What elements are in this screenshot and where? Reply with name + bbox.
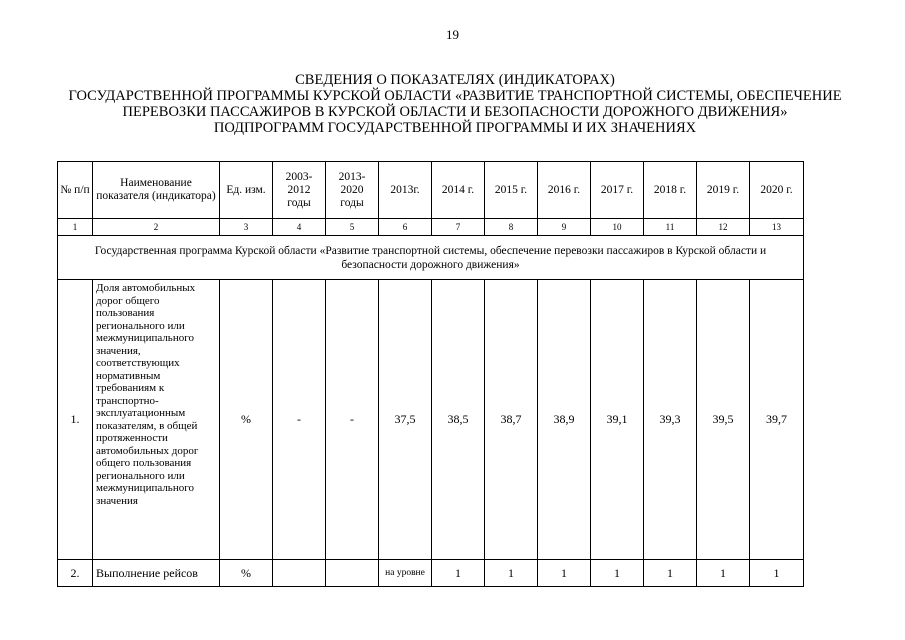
value-cell: 38,9 (538, 280, 591, 560)
column-number-cell: 1 (58, 219, 93, 236)
value-cell (273, 560, 326, 587)
value-cell: 1 (591, 560, 644, 587)
section-title: Государственная программа Курской области «Развитие транспортной системы, обеспечение перевозки пассажиров в Курской области и безопасности дорожного движения» (58, 236, 804, 280)
header-cell: 2015 г. (485, 162, 538, 219)
value-cell: 38,7 (485, 280, 538, 560)
value-cell: 39,1 (591, 280, 644, 560)
header-cell: 2014 г. (432, 162, 485, 219)
header-cell: 2018 г. (644, 162, 697, 219)
indicators-table (57, 161, 804, 587)
header-cell: 2017 г. (591, 162, 644, 219)
title-line-4: ПОДПРОГРАММ ГОСУДАРСТВЕННОЙ ПРОГРАММЫ И ИХ ЗНАЧЕНИЯХ (213, 120, 697, 136)
header-cell: 2016 г. (538, 162, 591, 219)
indicator-name: Доля автомобильных дорог общего пользования регионального или межмуниципального значения, соответствующих нормативным требованиям к транспортно-эксплуатационным показателям, в общей протяженности автомобильных дорог общего пользования регионального или межмуниципального значения (93, 280, 220, 560)
value-cell: 38,5 (432, 280, 485, 560)
column-number-cell: 12 (697, 219, 750, 236)
title-line-1: СВЕДЕНИЯ О ПОКАЗАТЕЛЯХ (ИНДИКАТОРАХ) (295, 72, 615, 88)
unit-cell: % (220, 560, 273, 587)
value-cell: на уровне (379, 560, 432, 587)
header-cell: 2019 г. (697, 162, 750, 219)
column-number-cell: 2 (93, 219, 220, 236)
value-cell: 39,5 (697, 280, 750, 560)
title-line-3: ПЕРЕВОЗКИ ПАССАЖИРОВ В КУРСКОЙ ОБЛАСТИ И БЕЗОПАСНОСТИ ДОРОЖНОГО ДВИЖЕНИЯ» (122, 104, 788, 120)
value-cell (326, 560, 379, 587)
unit-cell: % (220, 280, 273, 560)
title-line-2: ГОСУДАРСТВЕННОЙ ПРОГРАММЫ КУРСКОЙ ОБЛАСТИ «РАЗВИТИЕ ТРАНСПОРТНОЙ СИСТЕМЫ, ОБЕСПЕЧЕНИЕ (68, 88, 842, 104)
column-number-cell: 4 (273, 219, 326, 236)
page-number: 19 (446, 27, 459, 42)
column-number-cell: 3 (220, 219, 273, 236)
value-cell: 1 (432, 560, 485, 587)
value-cell: 1 (697, 560, 750, 587)
row-number: 1. (58, 280, 93, 560)
column-number-cell: 5 (326, 219, 379, 236)
value-cell: 37,5 (379, 280, 432, 560)
header-cell: Наименование показателя (индикатора) (93, 162, 220, 219)
column-number-cell: 7 (432, 219, 485, 236)
value-cell: - (326, 280, 379, 560)
header-cell: 2013-2020 годы (326, 162, 379, 219)
column-number-cell: 6 (379, 219, 432, 236)
value-cell: 1 (485, 560, 538, 587)
value-cell: - (273, 280, 326, 560)
value-cell: 39,7 (750, 280, 804, 560)
table-row (58, 560, 804, 587)
value-cell: 1 (644, 560, 697, 587)
header-cell: 2013г. (379, 162, 432, 219)
column-number-cell: 8 (485, 219, 538, 236)
header-cell: № п/п (58, 162, 93, 219)
column-number-cell: 10 (591, 219, 644, 236)
column-number-cell: 11 (644, 219, 697, 236)
section-row (58, 236, 804, 280)
value-cell: 1 (750, 560, 804, 587)
header-cell: Ед. изм. (220, 162, 273, 219)
column-number-cell: 9 (538, 219, 591, 236)
value-cell: 1 (538, 560, 591, 587)
header-cell: 2003-2012 годы (273, 162, 326, 219)
table-row (58, 280, 804, 560)
indicator-name: Выполнение рейсов (93, 560, 220, 587)
row-number: 2. (58, 560, 93, 587)
column-number-cell: 13 (750, 219, 804, 236)
document-title (40, 72, 870, 136)
header-cell: 2020 г. (750, 162, 804, 219)
column-number-row (58, 219, 804, 236)
value-cell: 39,3 (644, 280, 697, 560)
table-header-row (58, 162, 804, 219)
